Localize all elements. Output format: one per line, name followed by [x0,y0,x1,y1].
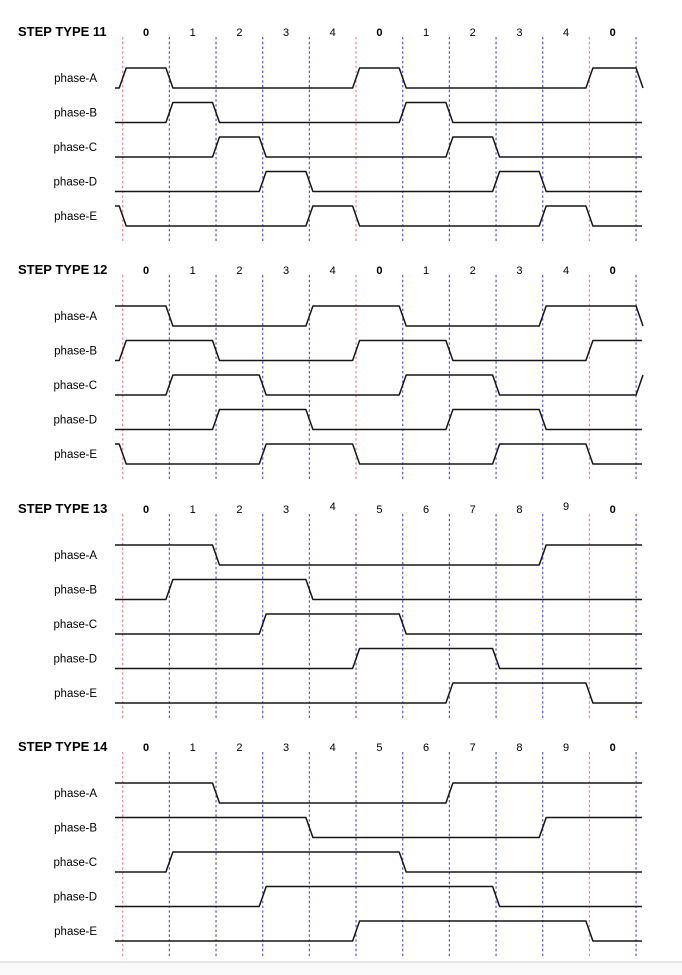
phase-label: phase-E [54,926,97,938]
step-label: 0 [609,265,616,277]
phase-label: phase-A [54,73,97,85]
step-label: 0 [609,27,616,39]
step-label: 4 [563,265,570,277]
step-label: 6 [422,504,430,516]
phase-label: phase-D [53,653,97,666]
step-label: 4 [329,27,336,39]
step-label: 7 [469,504,476,516]
step-label: 1 [189,742,196,754]
section-title: STEP TYPE 11 [18,24,107,39]
phase-label: phase-B [54,822,97,835]
step-label: 3 [516,27,523,39]
step-label: 2 [469,265,476,277]
step-label: 3 [282,504,290,516]
step-label: 5 [376,742,383,754]
step-label: 2 [469,27,476,39]
step-label: 3 [282,27,290,39]
step-label: 1 [189,504,196,516]
step-label: 0 [142,742,150,754]
section-title: STEP TYPE 12 [18,262,108,277]
step-label: 4 [329,501,336,513]
step-label: 8 [516,504,523,516]
step-label: 3 [516,265,523,277]
phase-label: phase-E [54,688,97,700]
phase-label: phase-B [54,584,97,597]
step-label: 8 [516,742,523,754]
step-label: 3 [282,265,290,277]
step-label: 1 [422,265,430,277]
step-label: 5 [376,504,383,516]
step-label: 9 [563,501,570,513]
step-label: 7 [469,742,476,754]
step-label: 3 [282,742,290,754]
phase-label: phase-C [53,380,97,392]
phase-label: phase-B [54,107,97,120]
step-label: 9 [563,742,570,754]
phase-label: phase-D [53,891,97,904]
phase-label: phase-C [53,857,97,869]
phase-label: phase-E [54,211,97,223]
phase-label: phase-A [54,311,97,323]
phase-label: phase-D [53,176,97,189]
step-label: 2 [236,27,243,39]
section-title: STEP TYPE 13 [18,501,108,516]
step-label: 4 [563,27,570,39]
step-label: 1 [422,27,430,39]
phase-label: phase-A [54,550,97,562]
step-label: 0 [376,27,383,39]
step-label: 1 [189,265,196,277]
phase-label: phase-A [54,788,97,800]
step-label: 2 [236,742,243,754]
phase-label: phase-C [53,619,97,631]
phase-label: phase-E [54,449,97,461]
step-label: 0 [142,504,150,516]
step-label: 0 [142,27,150,39]
step-label: 6 [422,742,430,754]
phase-label: phase-D [53,414,97,427]
step-label: 2 [236,504,243,516]
step-label: 4 [329,742,336,754]
section-title: STEP TYPE 14 [18,739,108,754]
step-label: 2 [236,265,243,277]
phase-label: phase-C [53,142,97,154]
step-label: 0 [609,742,616,754]
step-label: 1 [189,27,196,39]
step-label: 0 [142,265,150,277]
phase-label: phase-B [54,345,97,358]
page-bottom-strip [0,963,682,975]
step-label: 0 [376,265,383,277]
step-label: 0 [609,504,616,516]
step-label: 4 [329,265,336,277]
